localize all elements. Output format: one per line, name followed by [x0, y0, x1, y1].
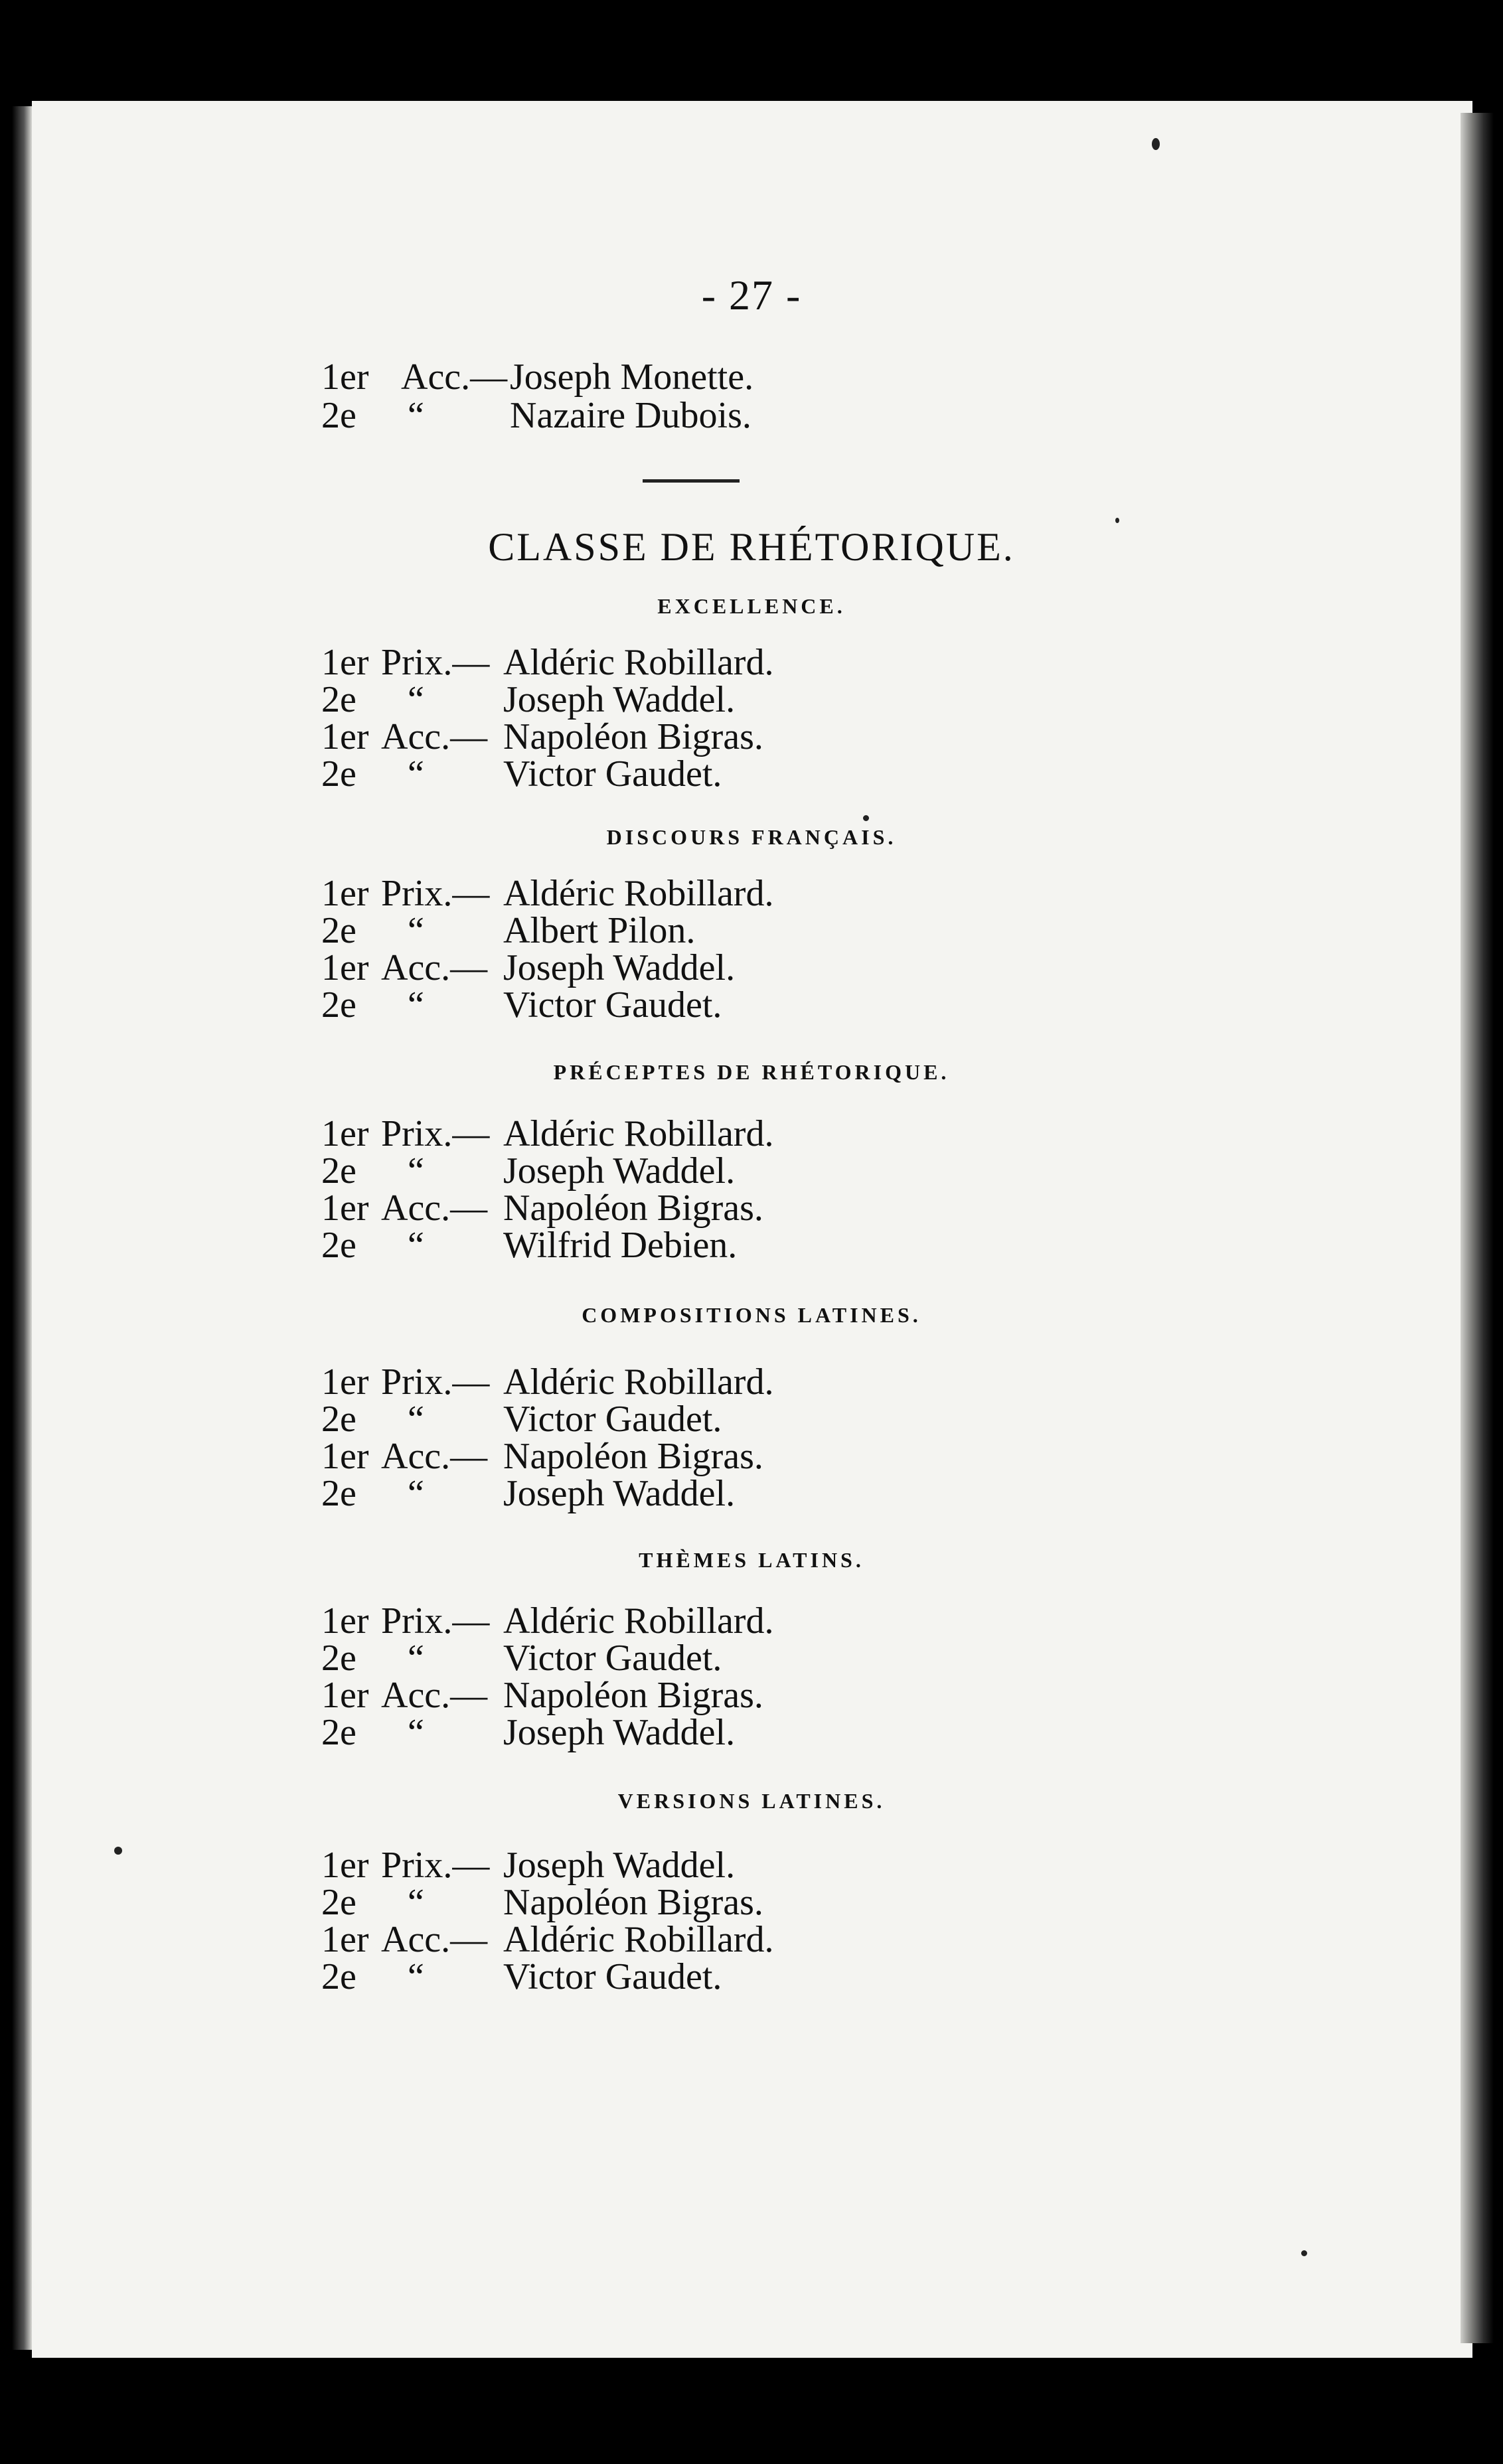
ink-speck [114, 1847, 122, 1855]
entry-rank: 1er [321, 356, 369, 398]
entry-rank: 2e [321, 910, 356, 951]
entry-name: Joseph Waddel. [503, 679, 736, 720]
entry-type: Prix.— [381, 642, 490, 683]
entry-name: Wilfrid Debien. [503, 1225, 738, 1266]
entry-ditto: “ [408, 753, 424, 795]
entry-name: Napoléon Bigras. [503, 1188, 763, 1229]
entry-rank: 1er [321, 1113, 369, 1154]
entry-ditto: “ [408, 1225, 424, 1266]
entry-name: Napoléon Bigras. [503, 1436, 763, 1477]
ink-speck [1152, 138, 1160, 150]
section-title: PRÉCEPTES DE RHÉTORIQUE. [553, 1060, 950, 1084]
entry-rank: 2e [321, 1638, 356, 1679]
entry-name: Aldéric Robillard. [503, 1113, 774, 1154]
book-page-edge-right [1461, 113, 1494, 2343]
entry-type: Prix.— [381, 873, 490, 914]
entry-rank: 1er [321, 642, 369, 683]
book-gutter-left [12, 106, 32, 2350]
entry-rank: 1er [321, 873, 369, 914]
entry-ditto: “ [408, 1473, 424, 1514]
entry-type: Prix.— [381, 1113, 490, 1154]
entry-name: Joseph Waddel. [503, 1845, 736, 1886]
entry-type: Prix.— [381, 1845, 490, 1886]
entry-rank: 2e [321, 1150, 356, 1192]
entry-rank: 1er [321, 1675, 369, 1716]
entry-type: Acc.— [381, 1919, 488, 1960]
entry-name: Joseph Waddel. [503, 1150, 736, 1192]
entry-name: Napoléon Bigras. [503, 1882, 763, 1923]
entry-rank: 1er [321, 716, 369, 757]
entry-name: Aldéric Robillard. [503, 1361, 774, 1403]
entry-type: Prix.— [381, 1361, 490, 1403]
entry-name: Joseph Monette. [510, 356, 754, 398]
entry-name: Joseph Waddel. [503, 947, 736, 988]
entry-name: Victor Gaudet. [503, 984, 722, 1026]
entry-ditto: “ [408, 1956, 424, 1997]
section-title: EXCELLENCE. [657, 594, 846, 618]
section-title: DISCOURS FRANÇAIS. [606, 825, 897, 849]
book-page [32, 101, 1472, 2358]
section-divider [643, 479, 740, 483]
entry-ditto: “ [408, 984, 424, 1026]
entry-name: Napoléon Bigras. [503, 716, 763, 757]
entry-name: Nazaire Dubois. [510, 395, 752, 436]
entry-rank: 1er [321, 1361, 369, 1403]
ink-speck [1301, 2250, 1307, 2256]
entry-rank: 1er [321, 947, 369, 988]
section-title: COMPOSITIONS LATINES. [582, 1303, 921, 1327]
entry-type: Acc.— [381, 1436, 488, 1477]
entry-type: Acc.— [401, 356, 508, 398]
entry-name: Joseph Waddel. [503, 1712, 736, 1753]
entry-rank: 2e [321, 984, 356, 1026]
entry-ditto: “ [408, 1638, 424, 1679]
entry-name: Joseph Waddel. [503, 1473, 736, 1514]
entry-rank: 2e [321, 1399, 356, 1440]
entry-rank: 1er [321, 1436, 369, 1477]
entry-name: Napoléon Bigras. [503, 1675, 763, 1716]
ink-speck [863, 815, 869, 821]
entry-type: Acc.— [381, 716, 488, 757]
entry-rank: 2e [321, 1882, 356, 1923]
entry-type: Acc.— [381, 1188, 488, 1229]
entry-ditto: “ [408, 1399, 424, 1440]
class-title: CLASSE DE RHÉTORIQUE. [488, 525, 1015, 569]
entry-name: Victor Gaudet. [503, 1956, 722, 1997]
entry-rank: 2e [321, 1956, 356, 1997]
entry-rank: 1er [321, 1845, 369, 1886]
entry-rank: 2e [321, 1225, 356, 1266]
entry-name: Victor Gaudet. [503, 1638, 722, 1679]
entry-ditto: “ [408, 679, 424, 720]
entry-ditto: “ [408, 395, 424, 436]
entry-rank: 1er [321, 1188, 369, 1229]
entry-name: Victor Gaudet. [503, 753, 722, 795]
entry-ditto: “ [408, 1712, 424, 1753]
entry-rank: 1er [321, 1919, 369, 1960]
entry-rank: 2e [321, 753, 356, 795]
section-title: VERSIONS LATINES. [617, 1789, 886, 1813]
page-number: - 27 - [701, 271, 802, 319]
entry-name: Aldéric Robillard. [503, 873, 774, 914]
entry-type: Acc.— [381, 947, 488, 988]
entry-type: Prix.— [381, 1600, 490, 1642]
entry-rank: 2e [321, 1473, 356, 1514]
entry-ditto: “ [408, 910, 424, 951]
ink-speck [1115, 518, 1119, 523]
entry-name: Albert Pilon. [503, 910, 696, 951]
section-title: THÈMES LATINS. [639, 1548, 864, 1572]
entry-name: Victor Gaudet. [503, 1399, 722, 1440]
entry-type: Acc.— [381, 1675, 488, 1716]
entry-ditto: “ [408, 1882, 424, 1923]
entry-name: Aldéric Robillard. [503, 642, 774, 683]
entry-rank: 1er [321, 1600, 369, 1642]
entry-rank: 2e [321, 679, 356, 720]
entry-rank: 2e [321, 1712, 356, 1753]
entry-rank: 2e [321, 395, 356, 436]
entry-ditto: “ [408, 1150, 424, 1192]
entry-name: Aldéric Robillard. [503, 1919, 774, 1960]
entry-name: Aldéric Robillard. [503, 1600, 774, 1642]
